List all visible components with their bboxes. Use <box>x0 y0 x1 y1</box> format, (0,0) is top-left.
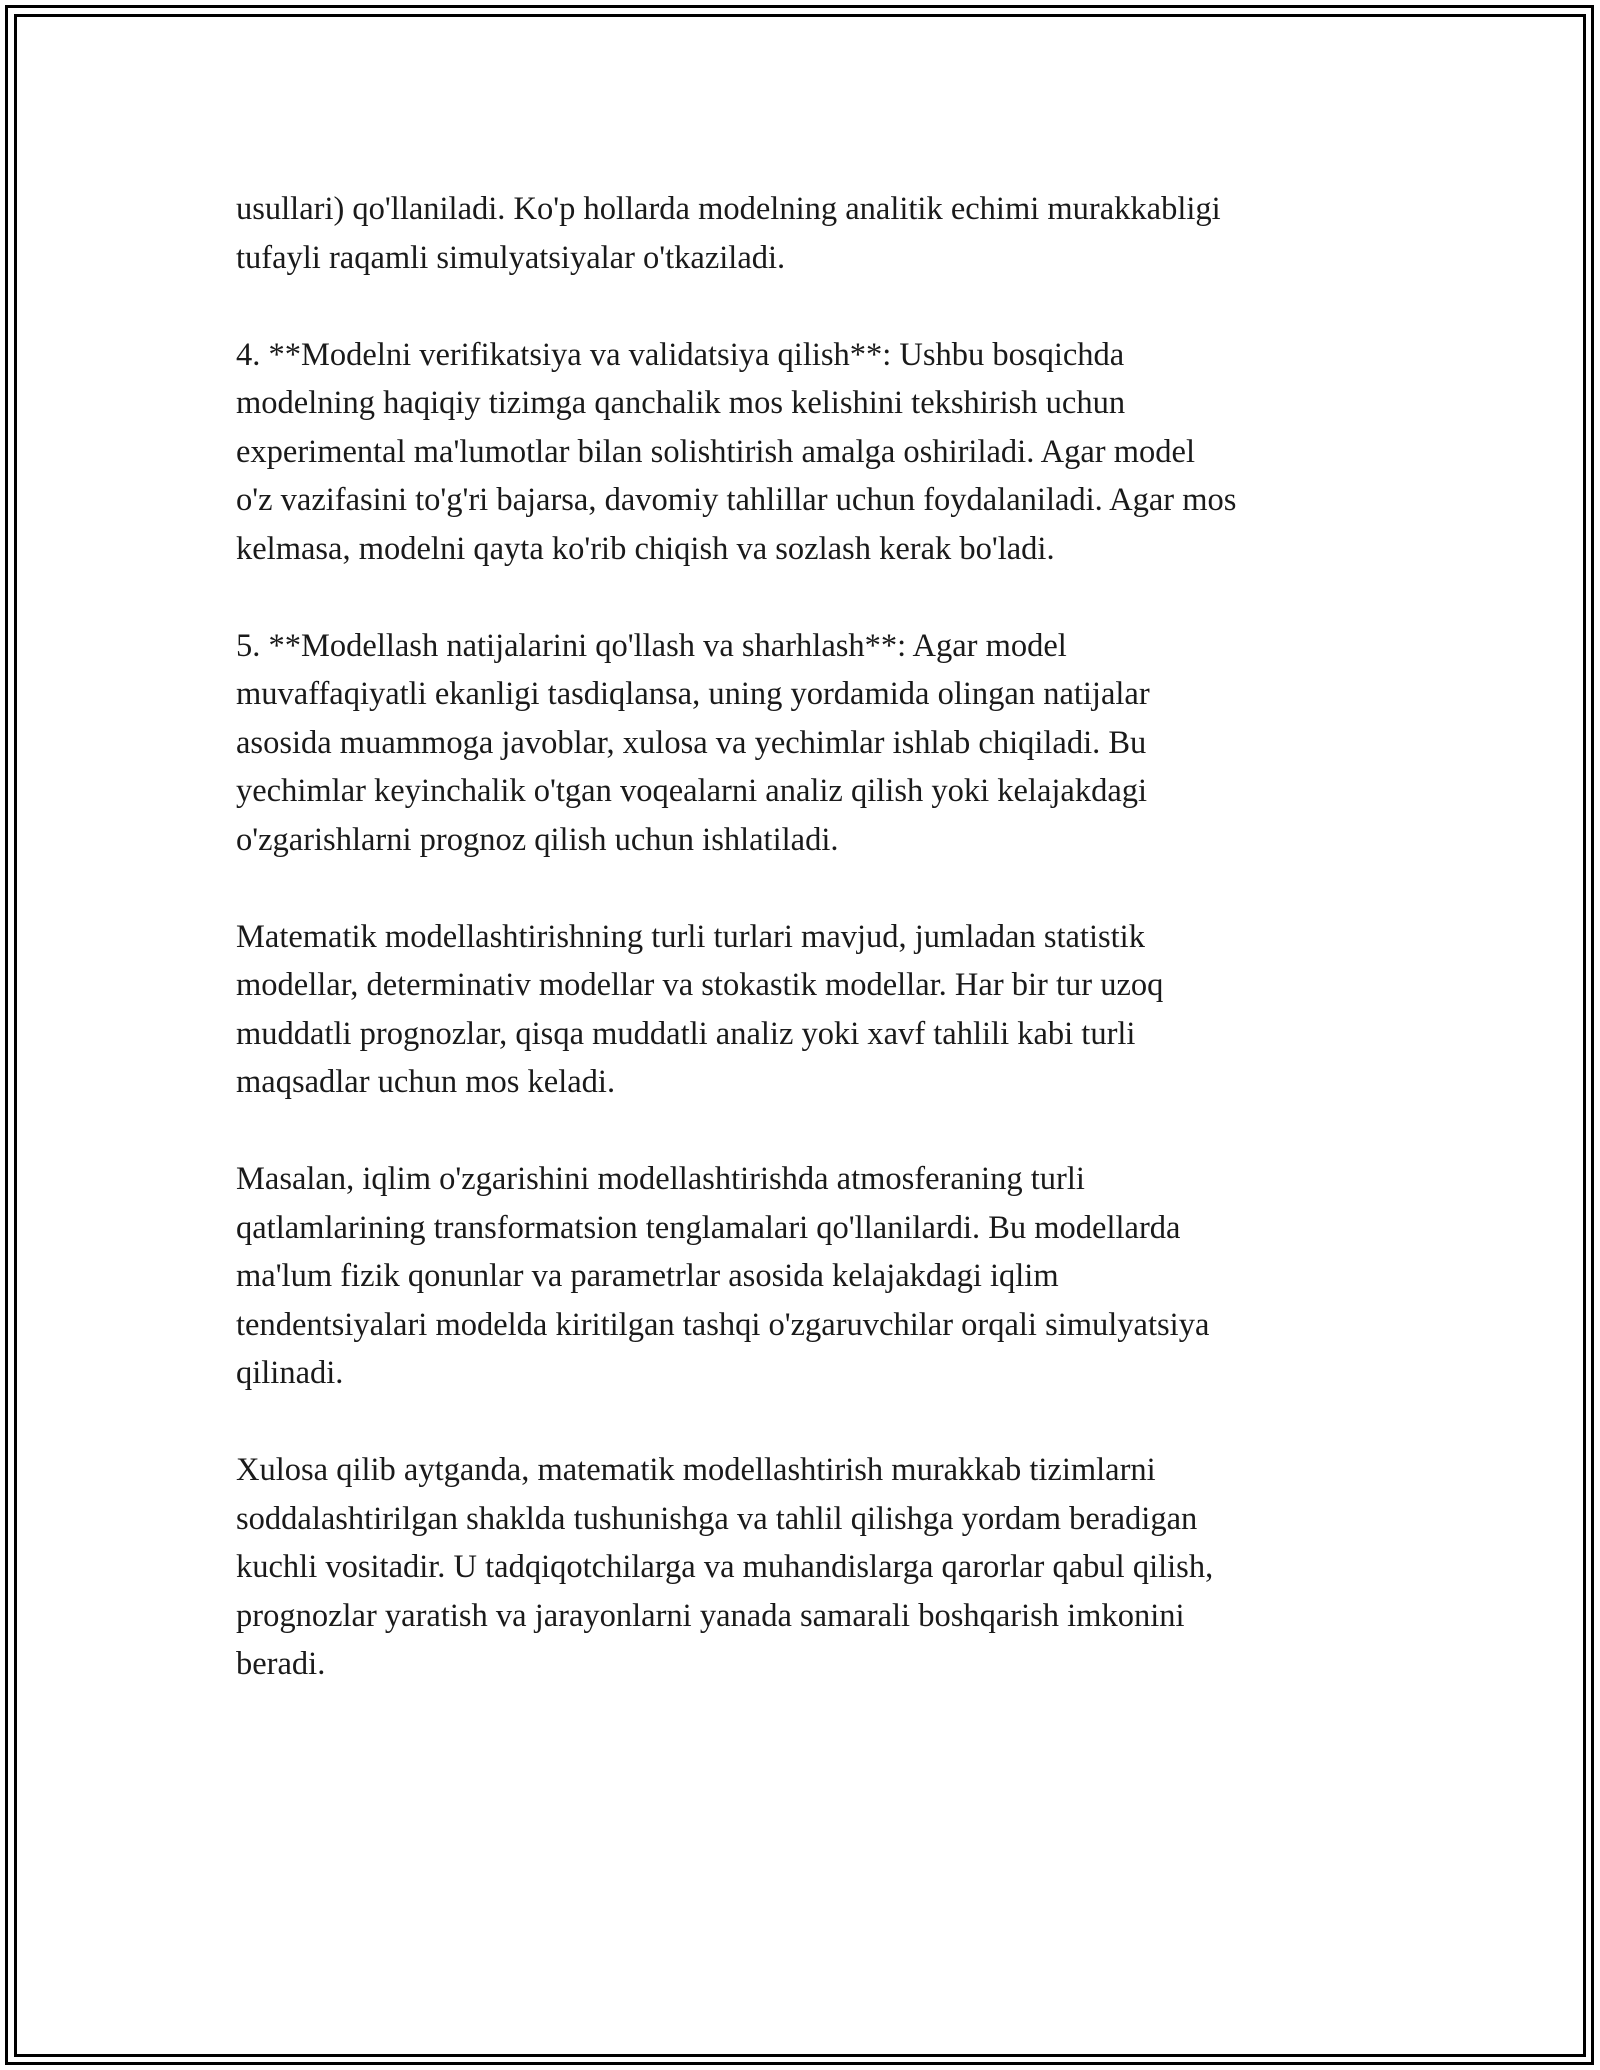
document-body <box>236 185 1386 1737</box>
text-line: experimental ma'lumotlar bilan solishtirish amalga oshiriladi. Agar model <box>236 433 1195 470</box>
text-line: Masalan, iqlim o'zgarishini modellashtirishda atmosferaning turli <box>236 1161 1085 1197</box>
text-line: muvaffaqiyatli ekanligi tasdiqlansa, uning yordamida olingan natijalar <box>236 676 1150 712</box>
text-line: asosida muammoga javoblar, xulosa va yechimlar ishlab chiqiladi. Bu <box>236 724 1147 761</box>
text-line: Matematik modellashtirishning turli turlari mavjud, jumladan statistik <box>236 918 1145 955</box>
paragraph-simulation-continuation <box>236 185 1386 282</box>
text-line: kuchli vositadir. U tadqiqotchilarga va muhandislarga qarorlar qabul qilish, <box>236 1549 1214 1585</box>
text-line: ma'lum fizik qonunlar va parametrlar asosida kelajakdagi iqlim <box>236 1258 1059 1294</box>
text-line: qatlamlarining transformatsion tenglamalari qo'llanilardi. Bu modellarda <box>236 1209 1181 1246</box>
paragraph-climate-example <box>236 1155 1386 1398</box>
text-line: beradi. <box>236 1646 326 1682</box>
text-line: qilinadi. <box>236 1355 344 1391</box>
text-line: modelning haqiqiy tizimga qanchalik mos kelishini tekshirish uchun <box>236 385 1126 421</box>
text-line: yechimlar keyinchalik o'tgan voqealarni analiz qilish yoki kelajakdagi <box>236 773 1148 809</box>
text-line: tendentsiyalari modelda kiritilgan tashqi o'zgaruvchilar orqali simulyatsiya <box>236 1306 1210 1343</box>
text-line: modellar, determinativ modellar va stokastik modellar. Har bir tur uzoq <box>236 967 1164 1003</box>
text-line: 4. **Modelni verifikatsiya va validatsiya qilish**: Ushbu bosqichda <box>236 336 1125 373</box>
text-line: o'z vazifasini to'g'ri bajarsa, davomiy tahlillar uchun foydalaniladi. Agar mos <box>236 482 1237 518</box>
text-line: Xulosa qilib aytganda, matematik modellashtirish murakkab tizimlarni <box>236 1452 1156 1488</box>
text-line: maqsadlar uchun mos keladi. <box>236 1064 616 1100</box>
text-line: muddatli prognozlar, qisqa muddatli analiz yoki xavf tahlili kabi turli <box>236 1015 1136 1052</box>
paragraph-conclusion <box>236 1446 1386 1689</box>
text-line: 5. **Modellash natijalarini qo'llash va sharhlash**: Agar model <box>236 627 1067 664</box>
text-line: prognozlar yaratish va jarayonlarni yanada samarali boshqarish imkonini <box>236 1597 1185 1634</box>
text-line: tufayli raqamli simulyatsiyalar o'tkaziladi. <box>236 239 786 276</box>
paragraph-model-types <box>236 913 1386 1107</box>
text-line: o'zgarishlarni prognoz qilish uchun ishlatiladi. <box>236 821 839 858</box>
paragraph-step-5-results <box>236 622 1386 865</box>
text-line: usullari) qo'llaniladi. Ko'p hollarda modelning analitik echimi murakkabligi <box>236 191 1221 227</box>
text-line: soddalashtirilgan shaklda tushunishga va tahlil qilishga yordam beradigan <box>236 1500 1198 1537</box>
text-line: kelmasa, modelni qayta ko'rib chiqish va sozlash kerak bo'ladi. <box>236 530 1055 567</box>
paragraph-step-4-verification <box>236 331 1386 574</box>
